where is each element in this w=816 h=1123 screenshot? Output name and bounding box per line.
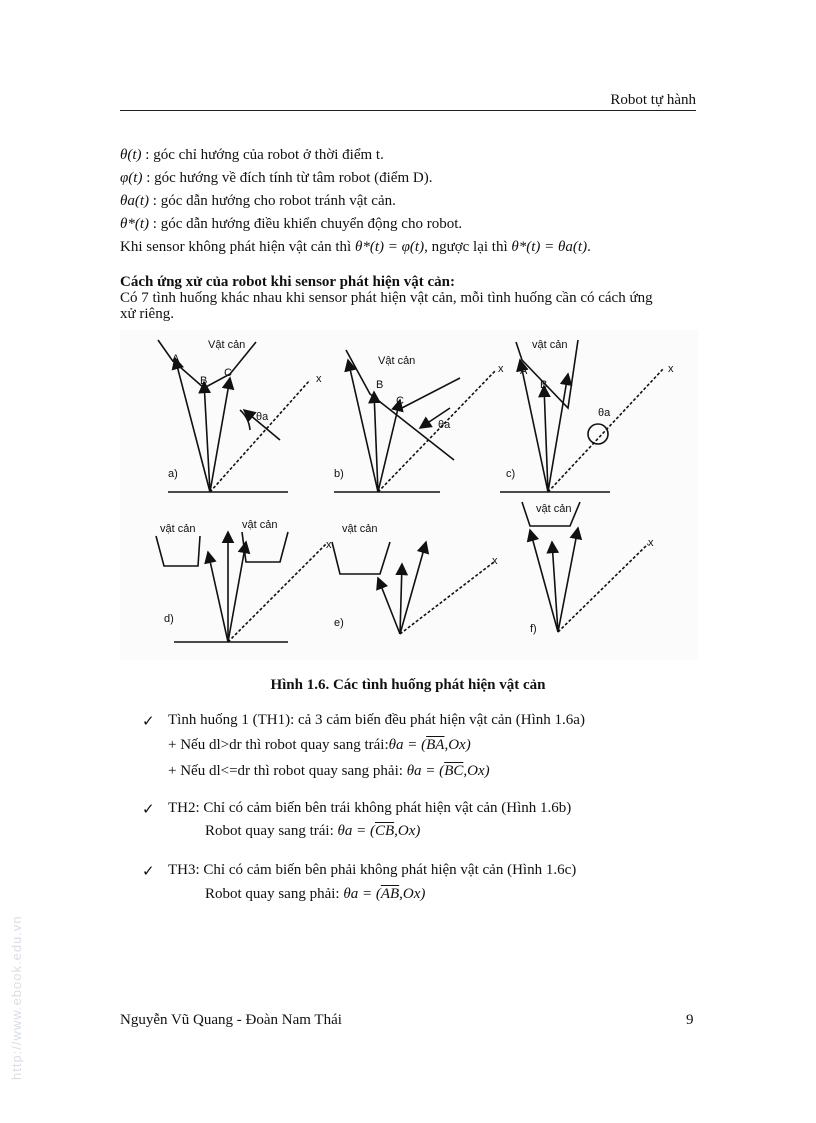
case-line-text: + Nếu dl>dr thì robot quay sang trái: [168,737,389,753]
header-title: Robot tự hành [610,92,696,108]
obstacle-label: vật cản [342,523,378,535]
case-formula-vector: $\overline{CB}$ [374,823,395,839]
obstacle-label: Vật cản [378,355,416,367]
point-label: C [224,367,232,379]
sensor-suffix: . [587,239,591,255]
definition-text: : góc hướng về đích tính từ tâm robot (điểm D). [146,170,433,186]
angle-label: θa [256,411,269,423]
definition-symbol: θ*(t) [120,216,150,232]
sensor-middle: , ngược lại thì [424,239,508,255]
figure-drawing [120,330,698,660]
case-formula-vector: $\overline{AB}$ [380,886,400,902]
case-3-line-1 [205,886,425,903]
section-block [120,274,700,322]
obstacle-label: vật cản [536,503,572,515]
axis-label: x [326,539,332,551]
sensor-equation-1: θ*(t) = φ(t) [354,239,425,255]
panel-label: f) [530,623,537,635]
definition-theta [120,146,384,164]
case-formula-rhs: ,Ox) [394,823,421,839]
checkmark-icon: ✓ [142,864,155,880]
definition-theta-star [120,215,462,233]
case-2-line-1 [205,823,420,840]
case-line-text: + Nếu dl<=dr thì robot quay sang phải: [168,763,403,779]
case-1-line-1 [168,737,471,754]
definition-symbol: φ(t) [120,170,143,186]
angle-label: θa [598,407,611,419]
case-line-text: Robot quay sang trái: [205,823,334,839]
point-label: C [396,395,404,407]
case-formula-rhs: ,Ox) [463,763,490,779]
case-formula-vector: $\overline{BC}$ [444,763,464,779]
definition-text: : góc dẫn hướng điều khiển chuyển động cho robot. [152,216,463,232]
checkmark-icon: ✓ [142,802,155,818]
point-label: A [172,353,180,365]
obstacle-label: Vật cản [208,339,246,351]
definition-symbol: θ(t) [120,147,142,163]
figure-caption: Hình 1.6. Các tình huống phát hiện vật cản [270,677,546,693]
footer-authors: Nguyễn Vũ Quang - Đoàn Nam Thái [120,1012,342,1028]
case-formula-rhs: ,Ox) [444,737,471,753]
definition-theta-a [120,192,396,210]
section-intro-line-1: Có 7 tình huống khác nhau khi sensor phát hiện vật cản, mỗi tình huống cần có cách ứng [120,290,653,306]
page-number: 9 [686,1012,694,1028]
definition-phi [120,169,432,187]
panel-label: b) [334,468,344,480]
case-line-text: Robot quay sang phải: [205,886,340,902]
axis-label: x [498,363,504,375]
case-1-line-2 [168,763,490,780]
definition-text: : góc chỉ hướng của robot ở thời điểm t. [145,147,384,163]
case-formula-lhs: θa = ( [337,823,375,839]
section-heading: Cách ứng xử của robot khi sensor phát hiện vật cản: [120,274,455,290]
section-intro-line-2: xử riêng. [120,306,174,322]
point-label: B [200,375,208,387]
case-1-title: Tình huống 1 (TH1): cả 3 cảm biến đều phát hiện vật cản (Hình 1.6a) [168,712,585,728]
case-formula-vector: $\overline{BA}$ [426,737,445,753]
checkmark-icon: ✓ [142,714,155,730]
case-formula-lhs: θa = ( [343,886,381,902]
case-formula-lhs: θa = ( [388,737,427,753]
panel-label: d) [164,613,174,625]
angle-label: θa [438,419,451,431]
axis-label: x [492,555,498,567]
point-label: B [540,379,548,391]
panel-label: c) [506,468,516,480]
axis-label: x [316,373,322,385]
case-formula-lhs: θa = ( [406,763,445,779]
obstacle-label: vật cản [532,339,568,351]
obstacle-label: vật cản [242,519,278,531]
panel-label: e) [334,617,344,629]
definition-symbol: θa(t) [120,193,150,209]
point-label: B [376,379,384,391]
sensor-equation-2: θ*(t) = θa(t) [511,239,588,255]
panel-label: a) [168,468,178,480]
case-3-title: TH3: Chỉ có cảm biến bên phải không phát hiện vật cản (Hình 1.6c) [168,862,577,878]
watermark: http://www.ebook.edu.vn [9,915,24,1080]
definition-text: : góc dẫn hướng cho robot tránh vật cản. [152,193,396,209]
case-formula-rhs: ,Ox) [399,886,426,902]
obstacle-label: vật cản [160,523,196,535]
point-label: A [520,365,528,377]
page-header [120,92,696,111]
axis-label: x [648,537,654,549]
obstacle-cases-figure [120,330,698,660]
axis-label: x [668,363,674,375]
sensor-prefix: Khi sensor không phát hiện vật cản thì [120,239,352,255]
sensor-condition [120,238,591,256]
case-2-title: TH2: Chỉ có cảm biến bên trái không phát hiện vật cản (Hình 1.6b) [168,800,572,816]
